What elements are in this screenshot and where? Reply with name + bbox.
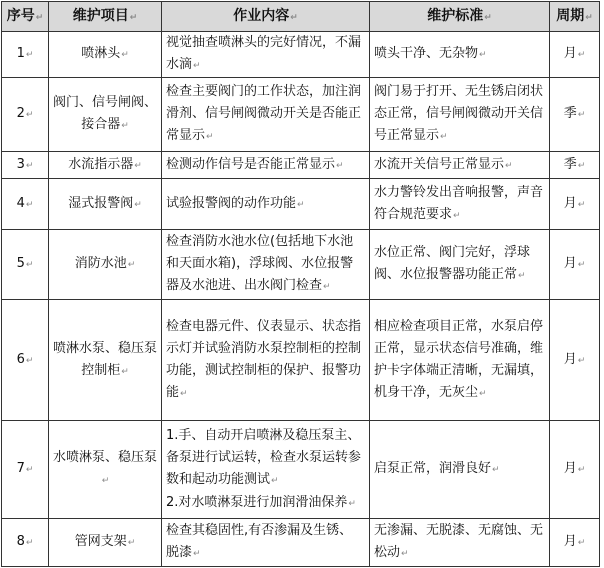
table-row: [2, 78, 600, 152]
row-no: 5↵: [2, 230, 49, 300]
row-standard: 无渗漏、无脱漆、无腐蚀、无松动↵: [370, 519, 550, 567]
row-cycle: 月↵: [550, 179, 600, 230]
header-no: 序号↵: [2, 2, 49, 32]
row-standard: 相应检查项目正常，水泵启停正常，显示状态信号准确，维护卡字体端正清晰，无漏填，机身干净，无灰尘↵: [370, 300, 550, 421]
row-item: 湿式报警阀↵: [49, 179, 162, 230]
table-row: [2, 519, 600, 567]
table-row: [2, 230, 600, 300]
row-cycle: 月↵: [550, 421, 600, 519]
row-item: 阀门、信号闸阀、接合器↵: [49, 78, 162, 152]
row-standard: 喷头干净、无杂物↵: [370, 32, 550, 78]
row-standard: 水位正常、阀门完好，浮球阀、水位报警器功能正常↵: [370, 230, 550, 300]
row-cycle: 季↵: [550, 152, 600, 179]
row-content: 检查消防水池水位(包括地下水池和天面水箱)，浮球阀、水位报警器及水池进、出水阀门检查↵: [162, 230, 370, 300]
row-content: 检测动作信号是否能正常显示↵: [162, 152, 370, 179]
row-content: 视觉抽查喷淋头的完好情况，不漏水滴↵: [162, 32, 370, 78]
table-row: [2, 300, 600, 421]
header-item: 维护项目↵: [49, 2, 162, 32]
row-item: 喷淋头↵: [49, 32, 162, 78]
row-cycle: 月↵: [550, 32, 600, 78]
row-no: 8↵: [2, 519, 49, 567]
table-header-row: [2, 2, 600, 32]
row-standard: 水流开关信号正常显示↵: [370, 152, 550, 179]
row-no: 2↵: [2, 78, 49, 152]
maintenance-table: [1, 1, 600, 567]
row-no: 7↵: [2, 421, 49, 519]
row-standard: 阀门易于打开、无生锈启闭状态正常，信号闸阀微动开关信号正常显示↵: [370, 78, 550, 152]
row-content: 检查其稳固性,有否渗漏及生锈、脱漆↵: [162, 519, 370, 567]
table-row: [2, 179, 600, 230]
row-no: 1↵: [2, 32, 49, 78]
table-row: [2, 421, 600, 519]
row-standard: 水力警铃发出音响报警，声音符合规范要求↵: [370, 179, 550, 230]
row-content: 检查主要阀门的工作状态，加注润滑剂、信号闸阀微动开关是否能正常显示↵: [162, 78, 370, 152]
row-item: 喷淋水泵、稳压泵控制柜↵: [49, 300, 162, 421]
table-row: [2, 152, 600, 179]
row-cycle: 月↵: [550, 230, 600, 300]
row-item: 管网支架↵: [49, 519, 162, 567]
header-standard: 维护标准↵: [370, 2, 550, 32]
header-cycle: 周期↵: [550, 2, 600, 32]
row-cycle: 月↵: [550, 300, 600, 421]
row-standard: 启泵正常，润滑良好↵: [370, 421, 550, 519]
row-content: 1.手、自动开启喷淋及稳压泵主、备泵进行试运转，检查水泵运转参数和起动功能测试↵ 2.对水喷淋泵进行加润滑油保养↵: [162, 421, 370, 519]
table-row: [2, 32, 600, 78]
header-content: 作业内容↵: [162, 2, 370, 32]
row-no: 4↵: [2, 179, 49, 230]
row-item: 水流指示器↵: [49, 152, 162, 179]
row-cycle: 月↵: [550, 519, 600, 567]
row-no: 6↵: [2, 300, 49, 421]
row-item: 水喷淋泵、稳压泵↵: [49, 421, 162, 519]
row-content: 试验报警阀的动作功能↵: [162, 179, 370, 230]
row-item: 消防水池↵: [49, 230, 162, 300]
row-no: 3↵: [2, 152, 49, 179]
row-content: 检查电器元件、仪表显示、状态指示灯并试验消防水泵控制柜的控制功能，测试控制柜的保护、报警功能↵: [162, 300, 370, 421]
row-cycle: 季↵: [550, 78, 600, 152]
